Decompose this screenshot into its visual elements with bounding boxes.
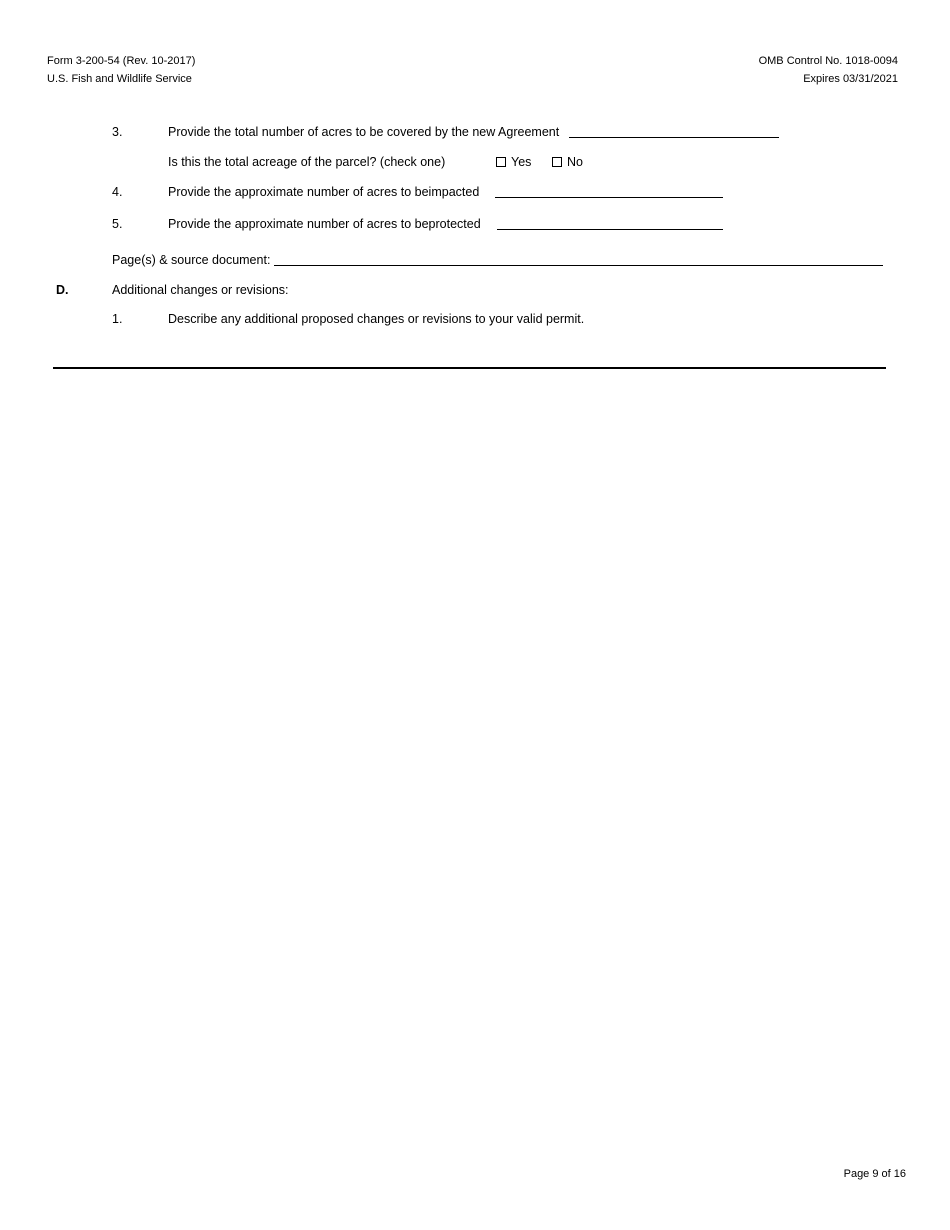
form-number: Form 3-200-54 (Rev. 10-2017): [47, 55, 196, 67]
item-5-number: 5.: [112, 217, 123, 231]
source-document-label: Page(s) & source document:: [112, 253, 271, 267]
yes-checkbox[interactable]: [496, 157, 506, 167]
item-3-acres-field[interactable]: [569, 137, 779, 138]
item-3-label: Provide the total number of acres to be covered by the new Agreement: [168, 125, 560, 139]
item-4-acres-field[interactable]: [495, 197, 723, 198]
section-d-title: Additional changes or revisions:: [112, 283, 289, 297]
omb-control-number: OMB Control No. 1018-0094: [758, 55, 898, 67]
no-checkbox[interactable]: [552, 157, 562, 167]
page-number: Page 9 of 16: [843, 1168, 906, 1180]
item-3-number: 3.: [112, 125, 123, 139]
item-5-label: Provide the approximate number of acres to beprotected: [168, 217, 481, 231]
item-5-acres-field[interactable]: [497, 229, 723, 230]
no-label: No: [567, 155, 583, 169]
expiration-date: Expires 03/31/2021: [803, 73, 898, 85]
parcel-question-label: Is this the total acreage of the parcel? (check one): [168, 155, 446, 169]
item-4-label: Provide the approximate number of acres to beimpacted: [168, 185, 480, 199]
source-document-field[interactable]: [274, 265, 883, 266]
response-area-divider: [53, 367, 886, 369]
section-d-item-1-label: Describe any additional proposed changes or revisions to your valid permit.: [168, 312, 585, 326]
section-d-item-1-number: 1.: [112, 312, 123, 326]
item-4-number: 4.: [112, 185, 123, 199]
section-d-letter: D.: [56, 283, 69, 297]
yes-label: Yes: [511, 155, 532, 169]
agency-name: U.S. Fish and Wildlife Service: [47, 73, 192, 85]
